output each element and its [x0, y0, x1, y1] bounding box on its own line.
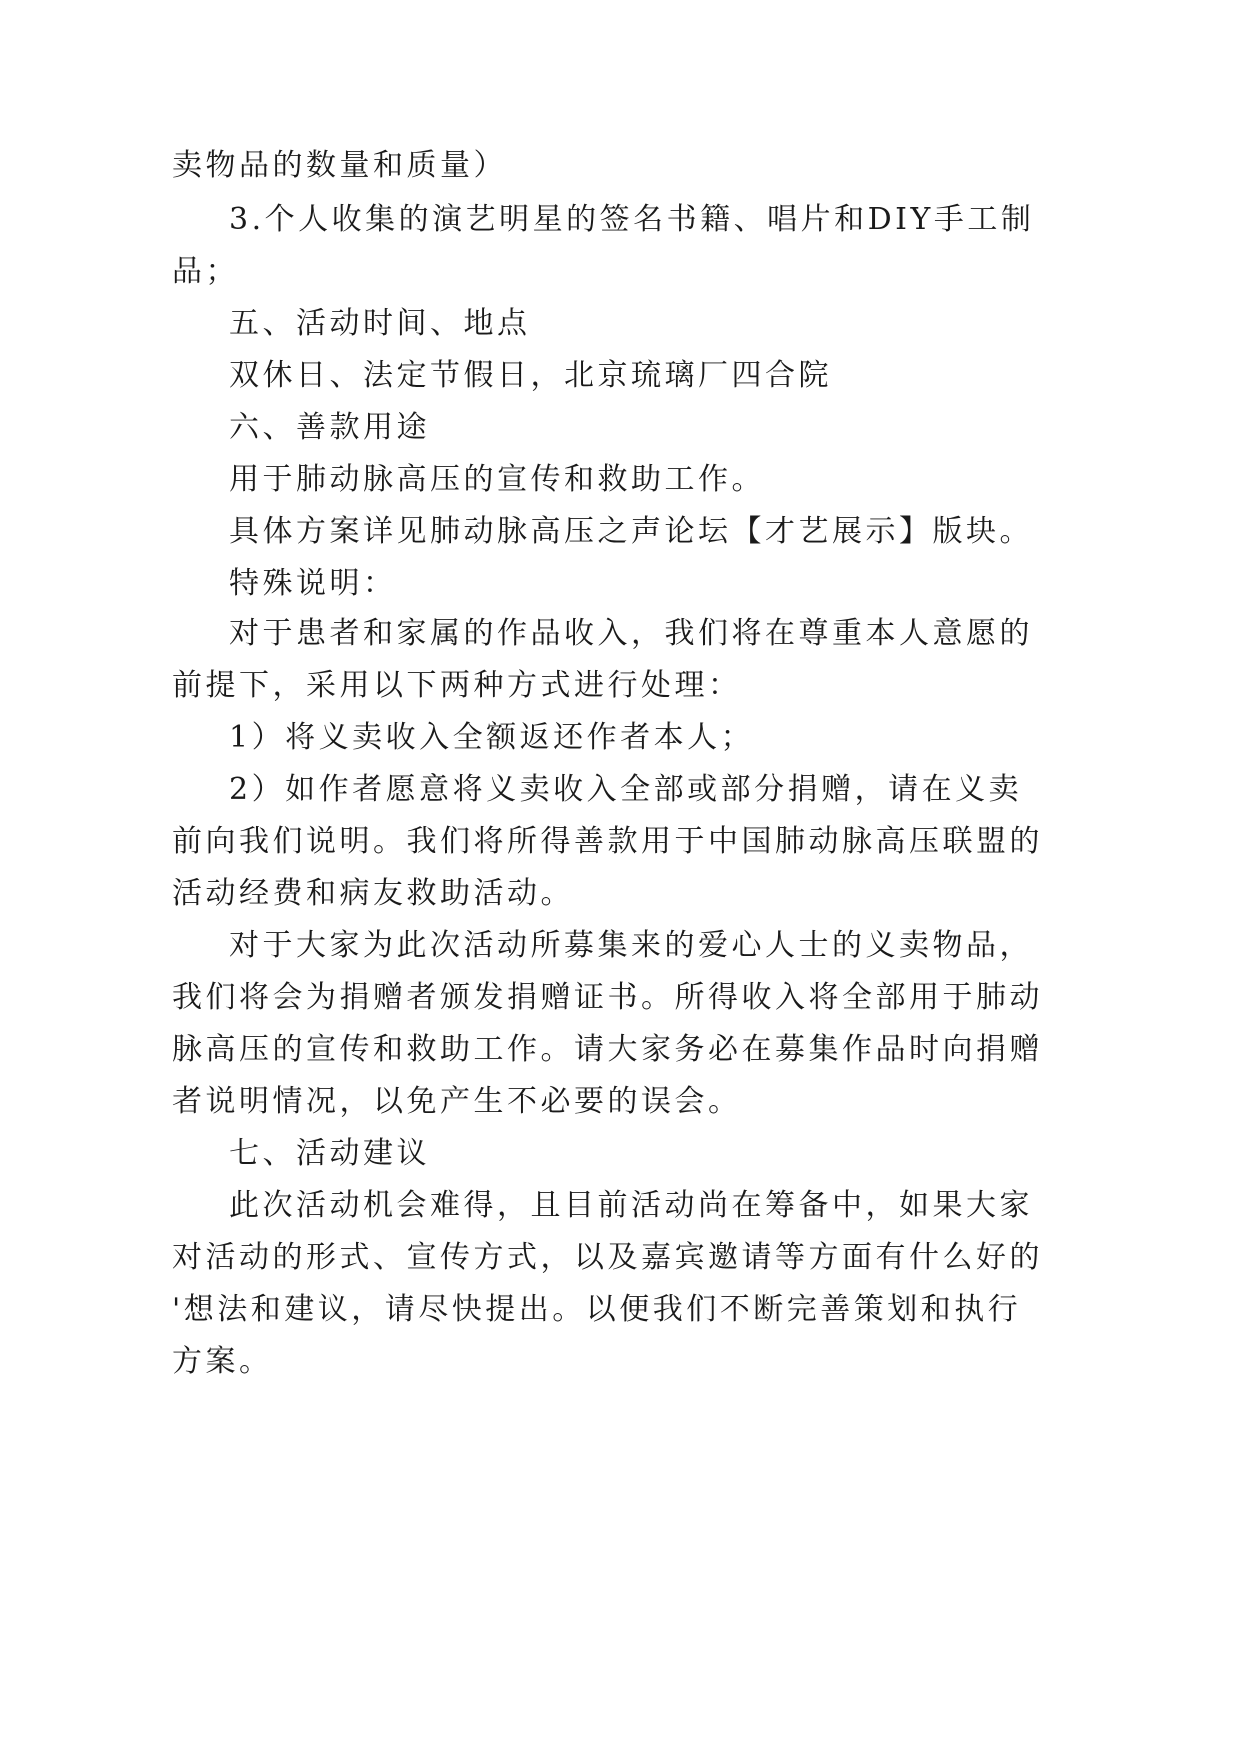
text-line: 对活动的形式、宣传方式，以及嘉宾邀请等方面有什么好的: [172, 1240, 1043, 1275]
text-line: 前提下，采用以下两种方式进行处理：: [172, 668, 742, 703]
text-line: 对于患者和家属的作品收入，我们将在尊重本人意愿的: [229, 616, 1033, 651]
text-line: 对于大家为此次活动所募集来的爱心人士的义卖物品，: [229, 928, 1033, 963]
text-line: 用于肺动脉高压的宣传和救助工作。: [229, 462, 765, 497]
section-heading: 五、活动时间、地点: [229, 306, 531, 341]
section-heading: 七、活动建议: [229, 1136, 430, 1171]
text-line: 者说明情况，以免产生不必要的误会。: [172, 1084, 742, 1119]
text-line: 活动经费和病友救助活动。: [172, 876, 574, 911]
text-line: 特殊说明：: [229, 566, 397, 601]
text-line: 卖物品的数量和质量）: [172, 148, 507, 183]
text-line: '想法和建议，请尽快提出。以便我们不断完善策划和执行: [172, 1292, 1022, 1327]
text-line: 我们将会为捐赠者颁发捐赠证书。所得收入将全部用于肺动: [172, 980, 1043, 1015]
text-line: 前向我们说明。我们将所得善款用于中国肺动脉高压联盟的: [172, 824, 1043, 859]
text-line: 双休日、法定节假日，北京琉璃厂四合院: [229, 358, 832, 393]
section-heading: 六、善款用途: [229, 410, 430, 445]
text-line: 2）如作者愿意将义卖收入全部或部分捐赠，请在义卖: [229, 772, 1023, 807]
text-line: 3.个人收集的演艺明星的签名书籍、唱片和DIY手工制: [229, 202, 1035, 237]
text-line: 1）将义卖收入全额返还作者本人；: [229, 720, 755, 755]
text-line: 脉高压的宣传和救助工作。请大家务必在募集作品时向捐赠: [172, 1032, 1043, 1067]
text-line: 品；: [172, 254, 239, 289]
text-line: 方案。: [172, 1344, 273, 1379]
text-line: 此次活动机会难得，且目前活动尚在筹备中，如果大家: [229, 1188, 1033, 1223]
text-line: 具体方案详见肺动脉高压之声论坛【才艺展示】版块。: [229, 514, 1033, 549]
